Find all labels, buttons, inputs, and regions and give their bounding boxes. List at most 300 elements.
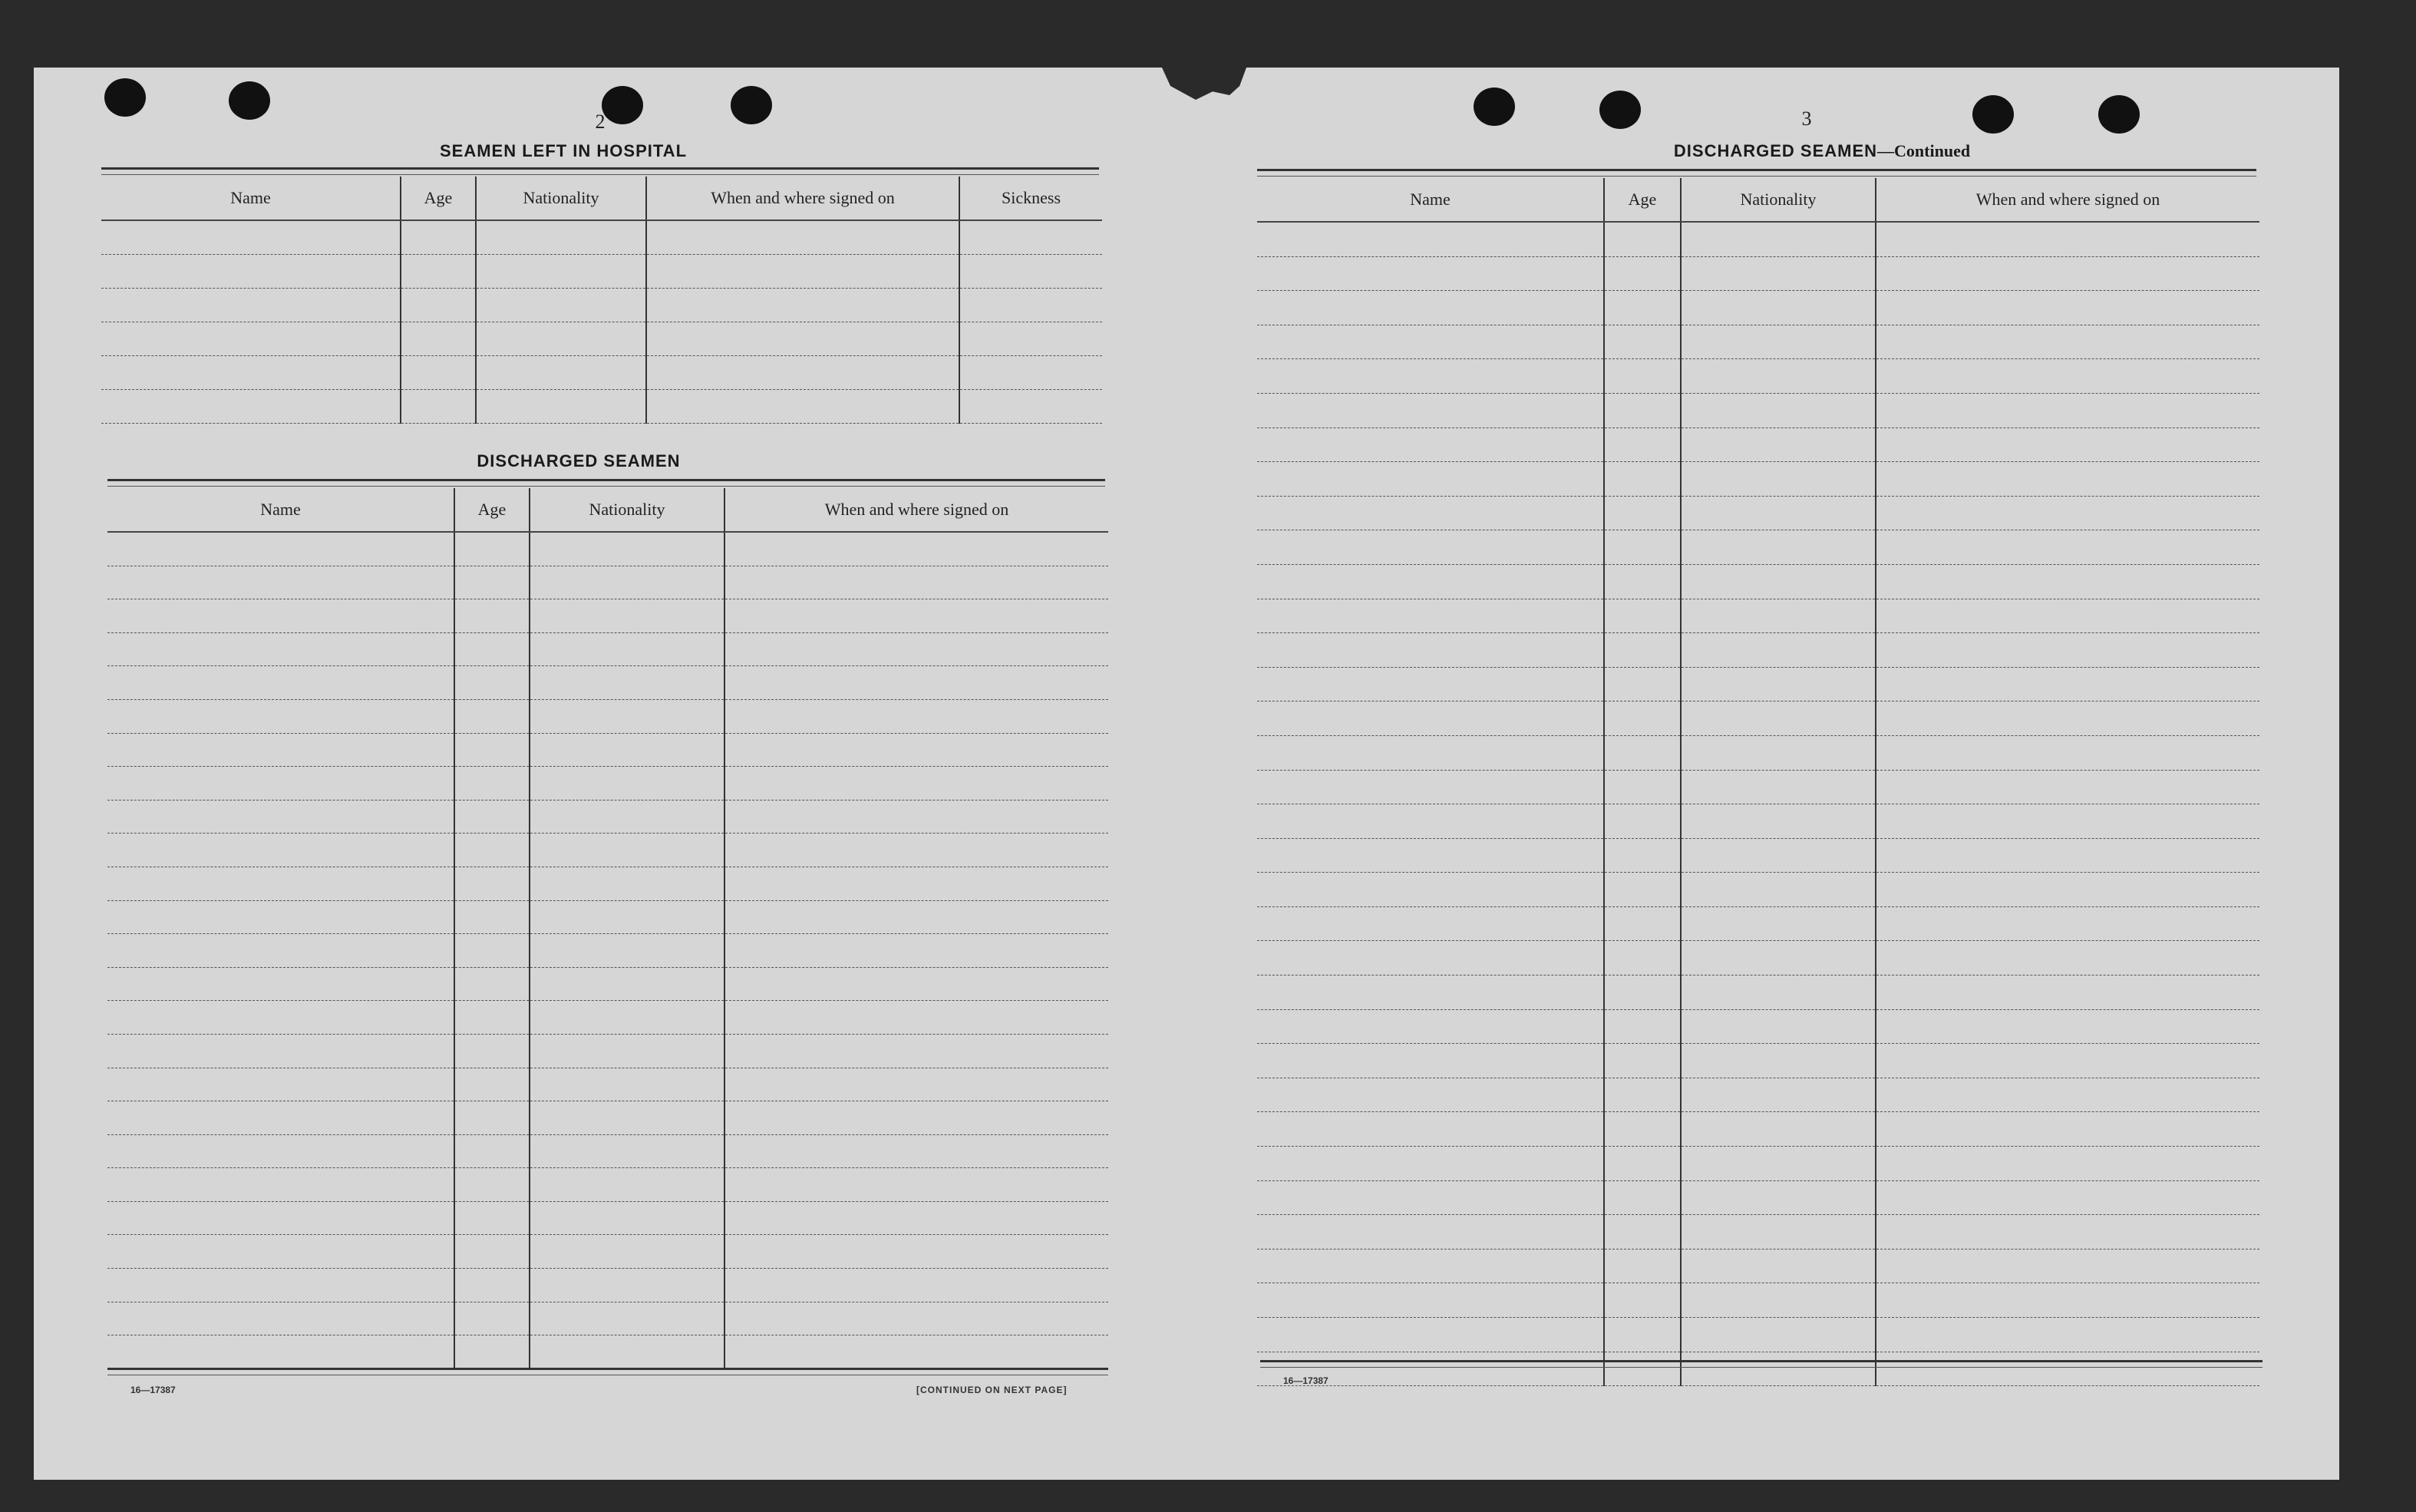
blank-cell bbox=[724, 1168, 1108, 1202]
column-header: Nationality bbox=[476, 177, 646, 220]
blank-cell bbox=[1257, 222, 1604, 256]
blank-cell bbox=[1257, 702, 1604, 736]
table-row bbox=[1257, 735, 2259, 770]
table-row bbox=[1257, 496, 2259, 530]
blank-cell bbox=[646, 390, 959, 424]
blank-cell bbox=[724, 900, 1108, 934]
blank-cell bbox=[107, 532, 454, 566]
blank-cell bbox=[724, 632, 1108, 666]
blank-cell bbox=[1876, 1044, 2259, 1078]
blank-cell bbox=[1257, 564, 1604, 599]
blank-cell bbox=[1876, 530, 2259, 565]
blank-cell bbox=[530, 1034, 724, 1068]
table-row bbox=[107, 1168, 1108, 1202]
blank-cell bbox=[1876, 359, 2259, 394]
blank-cell bbox=[1681, 667, 1876, 702]
blank-cell bbox=[724, 1134, 1108, 1168]
table-row bbox=[107, 1001, 1108, 1035]
blank-cell bbox=[1257, 1147, 1604, 1181]
blank-cell bbox=[401, 356, 476, 390]
table-row bbox=[107, 1335, 1108, 1369]
blank-cell bbox=[1604, 1249, 1681, 1283]
blank-cell bbox=[1681, 462, 1876, 497]
blank-cell bbox=[530, 632, 724, 666]
blank-cell bbox=[646, 356, 959, 390]
blank-cell bbox=[107, 1068, 454, 1101]
blank-cell bbox=[724, 867, 1108, 900]
blank-cell bbox=[1257, 1249, 1604, 1283]
blank-cell bbox=[1257, 530, 1604, 565]
blank-cell bbox=[1681, 1249, 1876, 1283]
blank-cell bbox=[454, 1134, 530, 1168]
blank-cell bbox=[1876, 1180, 2259, 1215]
table-row bbox=[107, 1101, 1108, 1135]
blank-cell bbox=[1604, 1318, 1681, 1352]
blank-cell bbox=[1681, 1112, 1876, 1147]
blank-cell bbox=[1681, 633, 1876, 668]
blank-cell bbox=[107, 1034, 454, 1068]
blank-cell bbox=[646, 255, 959, 289]
blank-cell bbox=[1257, 393, 1604, 428]
blank-cell bbox=[530, 733, 724, 767]
blank-cell bbox=[530, 1001, 724, 1035]
blank-cell bbox=[1876, 1112, 2259, 1147]
blank-cell bbox=[1604, 530, 1681, 565]
table-row bbox=[101, 322, 1102, 356]
blank-cell bbox=[454, 1235, 530, 1269]
blank-cell bbox=[530, 599, 724, 633]
column-header: When and where signed on bbox=[724, 488, 1108, 532]
blank-cell bbox=[1257, 667, 1604, 702]
blank-cell bbox=[1257, 1112, 1604, 1147]
blank-cell bbox=[1257, 1078, 1604, 1112]
table-row bbox=[101, 356, 1102, 390]
table-row bbox=[107, 900, 1108, 934]
blank-cell bbox=[1257, 462, 1604, 497]
page-number: 3 bbox=[1801, 107, 1812, 130]
blank-cell bbox=[476, 322, 646, 356]
blank-cell bbox=[530, 867, 724, 900]
table-row bbox=[1257, 838, 2259, 873]
blank-cell bbox=[1876, 291, 2259, 325]
blank-cell bbox=[1876, 599, 2259, 633]
table-row bbox=[1257, 1283, 2259, 1318]
blank-cell bbox=[530, 834, 724, 867]
blank-cell bbox=[1681, 838, 1876, 873]
discharged-continued-title bbox=[1569, 141, 2075, 161]
blank-cell bbox=[1604, 1044, 1681, 1078]
blank-cell bbox=[1257, 325, 1604, 359]
blank-cell bbox=[1604, 393, 1681, 428]
table-row bbox=[107, 834, 1108, 867]
blank-cell bbox=[1257, 838, 1604, 873]
blank-cell bbox=[1681, 530, 1876, 565]
blank-cell bbox=[1876, 633, 2259, 668]
blank-cell bbox=[530, 1201, 724, 1235]
blank-cell bbox=[101, 356, 401, 390]
blank-cell bbox=[1876, 1147, 2259, 1181]
blank-cell bbox=[724, 1201, 1108, 1235]
blank-cell bbox=[1876, 735, 2259, 770]
blank-cell bbox=[1257, 770, 1604, 804]
blank-cell bbox=[107, 632, 454, 666]
blank-cell bbox=[454, 1034, 530, 1068]
hospital-table bbox=[101, 177, 1102, 424]
blank-cell bbox=[476, 390, 646, 424]
title-rule bbox=[101, 167, 1099, 175]
blank-cell bbox=[724, 1001, 1108, 1035]
blank-cell bbox=[101, 255, 401, 289]
table-row bbox=[107, 699, 1108, 733]
blank-cell bbox=[401, 255, 476, 289]
table-row bbox=[1257, 1180, 2259, 1215]
blank-cell bbox=[1876, 222, 2259, 256]
blank-cell bbox=[401, 322, 476, 356]
blank-cell bbox=[101, 322, 401, 356]
blank-cell bbox=[1876, 462, 2259, 497]
blank-cell bbox=[1681, 1318, 1876, 1352]
table-row bbox=[101, 255, 1102, 289]
blank-cell bbox=[1257, 291, 1604, 325]
blank-cell bbox=[724, 1269, 1108, 1302]
blank-cell bbox=[107, 967, 454, 1001]
blank-cell bbox=[454, 699, 530, 733]
table-row bbox=[101, 289, 1102, 322]
blank-cell bbox=[1604, 838, 1681, 873]
blank-cell bbox=[1604, 1112, 1681, 1147]
blank-cell bbox=[1681, 1078, 1876, 1112]
blank-cell bbox=[454, 867, 530, 900]
blank-cell bbox=[1876, 1249, 2259, 1283]
blank-cell bbox=[1604, 564, 1681, 599]
blank-cell bbox=[1257, 428, 1604, 462]
blank-cell bbox=[1681, 1147, 1876, 1181]
title-suffix: —Continued bbox=[1877, 141, 1971, 160]
blank-cell bbox=[1681, 222, 1876, 256]
blank-cell bbox=[1876, 1283, 2259, 1318]
blank-cell bbox=[107, 1302, 454, 1335]
right-page bbox=[1185, 68, 2339, 1480]
blank-cell bbox=[1876, 1009, 2259, 1044]
blank-cell bbox=[1604, 325, 1681, 359]
blank-cell bbox=[1604, 906, 1681, 941]
column-header: Name bbox=[1257, 178, 1604, 222]
table-row bbox=[1257, 325, 2259, 359]
blank-cell bbox=[1257, 873, 1604, 907]
blank-cell bbox=[1876, 976, 2259, 1010]
blank-cell bbox=[1876, 770, 2259, 804]
blank-cell bbox=[1604, 702, 1681, 736]
blank-cell bbox=[1876, 702, 2259, 736]
blank-cell bbox=[1257, 941, 1604, 976]
table-row bbox=[1257, 393, 2259, 428]
blank-cell bbox=[107, 599, 454, 633]
table-row bbox=[1257, 976, 2259, 1010]
blank-cell bbox=[1876, 564, 2259, 599]
table-row bbox=[1257, 291, 2259, 325]
blank-cell bbox=[724, 1101, 1108, 1135]
blank-cell bbox=[959, 255, 1102, 289]
blank-cell bbox=[401, 390, 476, 424]
column-header: When and where signed on bbox=[1876, 178, 2259, 222]
blank-cell bbox=[454, 1302, 530, 1335]
blank-cell bbox=[530, 900, 724, 934]
blank-cell bbox=[107, 834, 454, 867]
table-row bbox=[1257, 359, 2259, 394]
blank-cell bbox=[107, 1269, 454, 1302]
blank-cell bbox=[1604, 222, 1681, 256]
blank-cell bbox=[1604, 633, 1681, 668]
blank-cell bbox=[1876, 1318, 2259, 1352]
column-header: Age bbox=[454, 488, 530, 532]
table-row bbox=[107, 867, 1108, 900]
column-header: Age bbox=[1604, 178, 1681, 222]
blank-cell bbox=[1257, 1009, 1604, 1044]
blank-cell bbox=[101, 220, 401, 255]
table-row bbox=[107, 1235, 1108, 1269]
blank-cell bbox=[1876, 428, 2259, 462]
blank-cell bbox=[454, 934, 530, 968]
column-header: Age bbox=[401, 177, 476, 220]
blank-cell bbox=[1257, 1180, 1604, 1215]
blank-cell bbox=[724, 733, 1108, 767]
blank-cell bbox=[530, 1235, 724, 1269]
blank-cell bbox=[107, 1168, 454, 1202]
blank-cell bbox=[454, 632, 530, 666]
blank-cell bbox=[724, 1335, 1108, 1369]
blank-cell bbox=[476, 255, 646, 289]
table-row bbox=[1257, 1078, 2259, 1112]
blank-cell bbox=[530, 767, 724, 801]
table-row bbox=[107, 566, 1108, 599]
column-header: Nationality bbox=[530, 488, 724, 532]
blank-cell bbox=[476, 220, 646, 255]
blank-cell bbox=[530, 1068, 724, 1101]
blank-cell bbox=[724, 566, 1108, 599]
blank-cell bbox=[1681, 1044, 1876, 1078]
blank-cell bbox=[401, 289, 476, 322]
blank-cell bbox=[530, 532, 724, 566]
blank-cell bbox=[530, 666, 724, 700]
blank-cell bbox=[1604, 735, 1681, 770]
blank-cell bbox=[530, 934, 724, 968]
table-row bbox=[107, 532, 1108, 566]
blank-cell bbox=[454, 1068, 530, 1101]
table-row bbox=[107, 767, 1108, 801]
blank-cell bbox=[530, 699, 724, 733]
table-row bbox=[1257, 462, 2259, 497]
table-row bbox=[1257, 804, 2259, 839]
blank-cell bbox=[1257, 599, 1604, 633]
blank-cell bbox=[1604, 976, 1681, 1010]
blank-cell bbox=[530, 1335, 724, 1369]
blank-cell bbox=[1681, 1215, 1876, 1250]
blank-cell bbox=[107, 733, 454, 767]
blank-cell bbox=[1681, 428, 1876, 462]
table-row bbox=[107, 934, 1108, 968]
column-header: Sickness bbox=[959, 177, 1102, 220]
blank-cell bbox=[107, 800, 454, 834]
blank-cell bbox=[454, 1201, 530, 1235]
blank-cell bbox=[454, 599, 530, 633]
blank-cell bbox=[1876, 838, 2259, 873]
blank-cell bbox=[959, 220, 1102, 255]
table-row bbox=[107, 1302, 1108, 1335]
blank-cell bbox=[454, 800, 530, 834]
table-row bbox=[1257, 667, 2259, 702]
blank-cell bbox=[1681, 496, 1876, 530]
table-row bbox=[107, 599, 1108, 633]
table-row bbox=[1257, 256, 2259, 291]
table-row bbox=[1257, 564, 2259, 599]
table-row bbox=[107, 666, 1108, 700]
blank-cell bbox=[1604, 291, 1681, 325]
blank-cell bbox=[1604, 770, 1681, 804]
blank-cell bbox=[1876, 1078, 2259, 1112]
blank-cell bbox=[724, 1034, 1108, 1068]
blank-cell bbox=[1604, 496, 1681, 530]
blank-cell bbox=[1604, 1215, 1681, 1250]
blank-cell bbox=[1876, 941, 2259, 976]
blank-cell bbox=[1604, 428, 1681, 462]
continued-note: [CONTINUED ON NEXT PAGE] bbox=[916, 1385, 1068, 1395]
blank-cell bbox=[1257, 906, 1604, 941]
blank-cell bbox=[107, 566, 454, 599]
table-row bbox=[107, 733, 1108, 767]
table-row bbox=[1257, 1009, 2259, 1044]
blank-cell bbox=[724, 767, 1108, 801]
table-row bbox=[1257, 222, 2259, 256]
table-row bbox=[1257, 770, 2259, 804]
blank-cell bbox=[724, 934, 1108, 968]
table-row bbox=[1257, 1112, 2259, 1147]
bottom-rule bbox=[1260, 1360, 2263, 1368]
blank-cell bbox=[101, 289, 401, 322]
blank-cell bbox=[454, 1001, 530, 1035]
table-row bbox=[107, 1134, 1108, 1168]
table-row bbox=[107, 1034, 1108, 1068]
discharged-table bbox=[107, 488, 1108, 1369]
table-row bbox=[1257, 1147, 2259, 1181]
blank-cell bbox=[1257, 804, 1604, 839]
table-row bbox=[107, 967, 1108, 1001]
blank-cell bbox=[1876, 256, 2259, 291]
blank-cell bbox=[1681, 702, 1876, 736]
blank-cell bbox=[107, 867, 454, 900]
blank-cell bbox=[454, 967, 530, 1001]
blank-cell bbox=[530, 566, 724, 599]
blank-cell bbox=[1876, 1215, 2259, 1250]
table-row bbox=[107, 1201, 1108, 1235]
blank-cell bbox=[1681, 291, 1876, 325]
blank-cell bbox=[1604, 1009, 1681, 1044]
blank-cell bbox=[1604, 359, 1681, 394]
blank-cell bbox=[107, 900, 454, 934]
blank-cell bbox=[724, 1068, 1108, 1101]
title-rule bbox=[107, 479, 1105, 487]
blank-cell bbox=[107, 1235, 454, 1269]
blank-cell bbox=[1257, 496, 1604, 530]
form-number: 16—17387 bbox=[1283, 1375, 1328, 1386]
blank-cell bbox=[1681, 256, 1876, 291]
bottom-rule bbox=[107, 1368, 1108, 1375]
blank-cell bbox=[1681, 1009, 1876, 1044]
blank-cell bbox=[454, 1168, 530, 1202]
table-row bbox=[1257, 873, 2259, 907]
blank-cell bbox=[959, 289, 1102, 322]
blank-cell bbox=[454, 1101, 530, 1135]
blank-cell bbox=[724, 1235, 1108, 1269]
title-main: DISCHARGED SEAMEN bbox=[1673, 141, 1878, 160]
blank-cell bbox=[959, 322, 1102, 356]
blank-cell bbox=[1681, 1180, 1876, 1215]
blank-cell bbox=[1257, 1215, 1604, 1250]
blank-cell bbox=[107, 767, 454, 801]
table-row bbox=[1257, 702, 2259, 736]
table-row bbox=[1257, 941, 2259, 976]
blank-cell bbox=[1681, 359, 1876, 394]
blank-cell bbox=[454, 1335, 530, 1369]
blank-cell bbox=[454, 900, 530, 934]
column-header: Name bbox=[101, 177, 401, 220]
blank-cell bbox=[530, 1269, 724, 1302]
blank-cell bbox=[476, 356, 646, 390]
blank-cell bbox=[107, 1134, 454, 1168]
blank-cell bbox=[1681, 906, 1876, 941]
blank-cell bbox=[530, 1302, 724, 1335]
blank-cell bbox=[1681, 804, 1876, 839]
table-row bbox=[1257, 1352, 2259, 1386]
blank-cell bbox=[724, 666, 1108, 700]
ledger-sheet bbox=[34, 68, 2339, 1480]
blank-cell bbox=[101, 390, 401, 424]
table-row bbox=[107, 1269, 1108, 1302]
column-header: When and where signed on bbox=[646, 177, 959, 220]
discharged-section-title: DISCHARGED SEAMEN bbox=[477, 451, 681, 470]
blank-cell bbox=[530, 1168, 724, 1202]
blank-cell bbox=[959, 390, 1102, 424]
blank-cell bbox=[476, 289, 646, 322]
column-header: Name bbox=[107, 488, 454, 532]
title-rule bbox=[1257, 169, 2256, 177]
blank-cell bbox=[454, 532, 530, 566]
form-number: 16—17387 bbox=[130, 1385, 176, 1395]
blank-cell bbox=[107, 1335, 454, 1369]
blank-cell bbox=[1257, 256, 1604, 291]
blank-cell bbox=[724, 967, 1108, 1001]
blank-cell bbox=[1681, 735, 1876, 770]
blank-cell bbox=[724, 532, 1108, 566]
discharged-continued-table bbox=[1257, 178, 2259, 1386]
blank-cell bbox=[1257, 976, 1604, 1010]
blank-cell bbox=[1681, 599, 1876, 633]
blank-cell bbox=[1604, 1283, 1681, 1318]
table-row bbox=[101, 220, 1102, 255]
left-page bbox=[34, 68, 1185, 1480]
blank-cell bbox=[1681, 325, 1876, 359]
blank-cell bbox=[454, 666, 530, 700]
blank-cell bbox=[1604, 256, 1681, 291]
blank-cell bbox=[1876, 906, 2259, 941]
blank-cell bbox=[1604, 667, 1681, 702]
blank-cell bbox=[1257, 1283, 1604, 1318]
blank-cell bbox=[1876, 1352, 2259, 1386]
blank-cell bbox=[454, 733, 530, 767]
blank-cell bbox=[107, 1001, 454, 1035]
blank-cell bbox=[401, 220, 476, 255]
blank-cell bbox=[530, 800, 724, 834]
blank-cell bbox=[1681, 941, 1876, 976]
